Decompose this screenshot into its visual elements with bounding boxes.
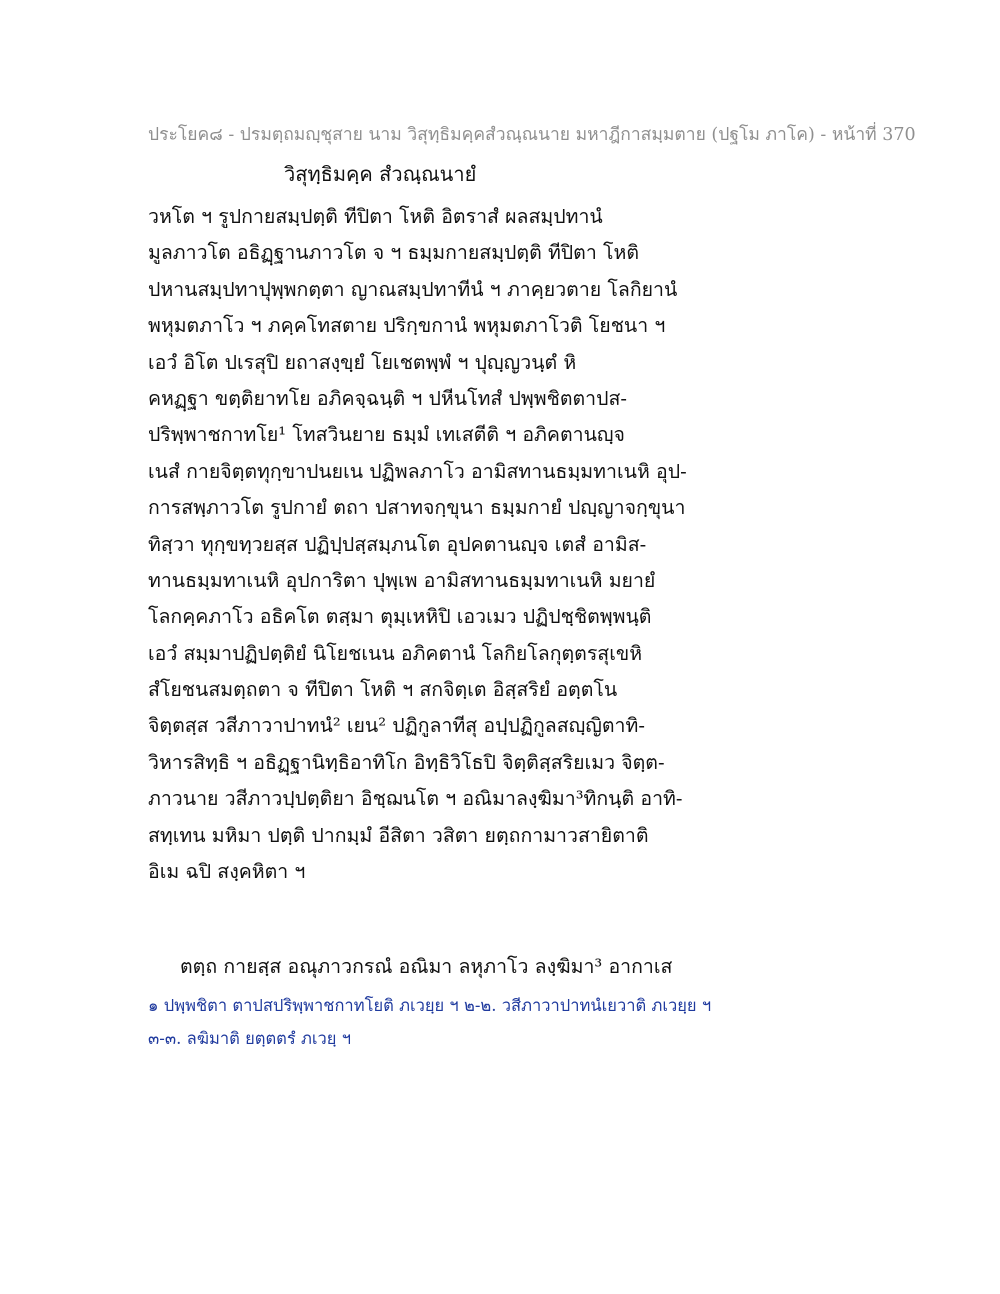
running-header: ประโยค๘ - ปรมตฺถมญฺชุสาย นาม วิสุทฺธิมคฺคสํวณฺณนาย มหาฎีกาสมฺมตาย (ปฐโม ภาโค) - หน้าที่ 370 [148,125,916,145]
text-line: จิตฺตสฺส วสีภาวาปาทนํ² เยน² ปฏิกูลาทีสุ อปฺปฏิกูลสญฺญิตาทิ- [148,714,645,738]
text-line: วิหารสิทฺธิ ฯ อธิฏฺฐานิทฺธิอาทิโก อิทฺธิวิโธปิ จิตฺติสฺสริยเมว จิตฺต- [148,750,665,774]
footnote-line: ๑ ปพฺพชิตา ตาปสปริพฺพาชกาทโยติ ภเวยฺย ฯ ๒-๒. วสีภาวาปาทนํเยวาติ ภเวยฺย ฯ [148,996,712,1015]
text-line: เนสํ กายจิตฺตทุกฺขาปนยเน ปฏิพลภาโว อามิสทานธมฺมทาเนหิ อุป- [148,459,687,483]
text-line: มูลภาวโต อธิฏฺฐานภาวโต จ ฯ ธมฺมกายสมฺปตฺติ ทีปิตา โหติ [148,241,639,265]
text-line: ทิสฺวา ทุกฺขทฺวยสฺส ปฏิปฺปสฺสมฺภนโต อุปคตานญฺจ เตสํ อามิส- [148,532,647,556]
text-line: ปริพฺพาชกาทโย¹ โทสวินยาย ธมฺมํ เทเสตีติ ฯ อภิคตานญฺจ [148,423,625,447]
body-text [148,199,868,890]
footnote-line: ๓-๓. ลฆิมาติ ยตฺตตรํ ภเวยฺ ฯ [148,1029,351,1048]
text-line: ภาวนาย วสีภาวปฺปตฺติยา อิชฺฌนโต ฯ อณิมาลงฺฆิมา³ทิกนฺติ อาทิ- [148,787,683,811]
text-line: โลกคฺคภาโว อธิคโต ตสฺมา ตุมฺเหหิปิ เอวเมว ปฏิปชฺชิตพฺพนฺติ [148,605,652,629]
text-line: ปหานสมฺปทาปุพฺพกตฺตา ญาณสมฺปทาทีนํ ฯ ภาคฺยวตาย โลกิยานํ [148,277,678,301]
text-line: สทฺเทน มหิมา ปตฺติ ปากมฺมํ อีสิตา วสิตา ยตฺถกามาวสายิตาติ [148,823,649,847]
text-line: การสพฺภาวโต รูปกายํ ตถา ปสาทจกฺขุนา ธมฺมกายํ ปญฺญาจกฺขุนา [148,496,686,520]
text-line: เอวํ อิโต ปเรสุปิ ยถาสงฺขฺยํ โยเชตพฺพํ ฯ ปุญฺญวนฺตํ หิ [148,350,577,374]
text-line: คหฏฺฐา ขตฺติยาทโย อภิคจฺฉนฺติ ฯ ปหีนโทสํ ปพฺพชิตตาปส- [148,386,627,410]
text-line: สํโยชนสมตฺถตา จ ทีปิตา โหติ ฯ สกจิตฺเต อิสฺสริยํ อตฺตโน [148,678,618,702]
text-line: ทานธมฺมทาเนหิ อุปการิตา ปุพฺเพ อามิสทานธมฺมทาเนหิ มยายํ [148,568,656,592]
paragraph-start: ตตฺถ กายสฺส อณุภาวกรณํ อณิมา ลหุภาโว ลงฺฆิมา³ อากาเส [180,955,673,978]
text-line: พหุมตภาโว ฯ ภคฺคโทสตาย ปริกฺขกานํ พหุมตภาโวติ โยชนา ฯ [148,314,666,338]
section-title: วิสุทฺธิมคฺค สํวณฺณนายํ [284,162,477,186]
footnotes [148,989,868,1055]
text-line: อิเม ฉปิ สงฺคหิตา ฯ [148,860,306,884]
text-line: เอวํ สมฺมาปฏิปตฺติยํ นิโยชเนน อภิคตานํ โลกิยโลกุตฺตรสุเขหิ [148,641,643,665]
text-line: วหโต ฯ รูปกายสมฺปตฺติ ทีปิตา โหติ อิตราสํ ผลสมฺปทานํ [148,205,603,228]
